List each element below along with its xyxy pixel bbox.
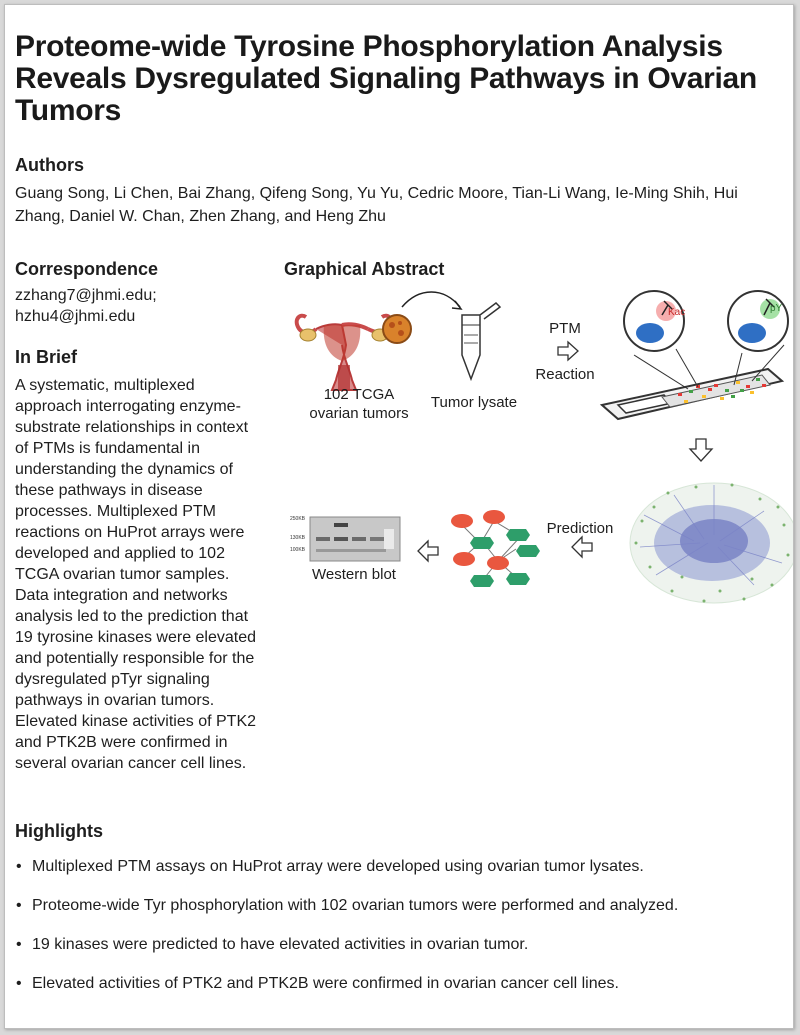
lysate-tube (462, 303, 500, 379)
highlights-heading: Highlights (15, 821, 103, 841)
list-item: • Elevated activities of PTK2 and PTK2B were confirmed in ovarian cancer cell lines. (15, 974, 785, 994)
reaction-label: Reaction (535, 366, 595, 383)
in-brief-text: A systematic, multiplexed approach interrogating enzyme-substrate relationships in context of PTMs is fundamental in understanding the dynamics of these pathways in disease processes. Multiplexed PTM reactions on HuProt arrays were developed and applied to 102 TCGA ovarian tumor samples. Data integration and networks analysis led to the prediction that 19 tyrosine kinases were elevated and potentially responsible for the dysregulated pTyr signaling pathways in ovarian tumors. Elevated kinase activities of PTK2 and PTK2B were confirmed in several ovarian cancer cell lines. (15, 377, 257, 772)
kac-zoom-circle (624, 291, 684, 351)
kac-label: Kac (668, 307, 686, 318)
tumors-label: 102 TCGA ovarian tumors (309, 386, 409, 422)
email-zzhang[interactable]: zzhang7@jhmi.edu; (15, 287, 157, 304)
highlights-list (15, 857, 785, 1013)
email-hzhu[interactable]: hzhu4@jhmi.edu (15, 308, 136, 325)
transfer-arrow (402, 292, 460, 307)
graphical-abstract-figure (284, 285, 794, 605)
ptm-label: PTM (549, 320, 581, 337)
blot-marker-3: 100KB (290, 547, 306, 553)
prediction-label: Prediction (546, 520, 614, 537)
paper-title: Proteome-wide Tyrosine Phosphorylation Analysis Reveals Dysregulated Signaling Pathways in Ovarian Tumors (15, 30, 757, 127)
in-brief-heading: In Brief (15, 347, 78, 367)
list-item: • Multiplexed PTM assays on HuProt array were developed using ovarian tumor lysates. (15, 857, 785, 877)
authors-list: Guang Song, Li Chen, Bai Zhang, Qifeng Song, Yu Yu, Cedric Moore, Tian-Li Wang, Ie-Ming Shih, Hui Zhang, Daniel W. Chan, Zhen Zhang, and Heng Zhu (15, 185, 738, 225)
blot-marker-1: 250KB (290, 516, 306, 522)
correspondence-heading: Correspondence (15, 259, 159, 279)
list-item: • Proteome-wide Tyr phosphorylation with 102 ovarian tumors were performed and analyzed. (15, 896, 785, 916)
down-arrow-icon (690, 439, 712, 461)
prediction-arrow-icon (572, 537, 592, 557)
tumor-shape (383, 315, 411, 343)
western-blot-image (310, 517, 400, 561)
authors-heading: Authors (15, 155, 84, 175)
graphical-abstract (284, 285, 794, 605)
uterus-illustration (297, 316, 392, 390)
network-hairball (630, 483, 794, 603)
paper-page (4, 4, 794, 1029)
blot-marker-2: 130KB (290, 535, 306, 541)
western-blot-label: Western blot (312, 566, 396, 583)
correspondence-emails (15, 285, 157, 327)
graphical-abstract-heading: Graphical Abstract (284, 259, 445, 279)
lysate-label: Tumor lysate (430, 394, 518, 411)
ptm-arrow-icon (558, 342, 578, 360)
list-item: • 19 kinases were predicted to have elevated activities in ovarian tumor. (15, 935, 785, 955)
western-arrow-icon (418, 541, 438, 561)
kinase-network (451, 510, 540, 587)
py-zoom-circle (728, 291, 788, 351)
py-label: pY (770, 303, 783, 314)
